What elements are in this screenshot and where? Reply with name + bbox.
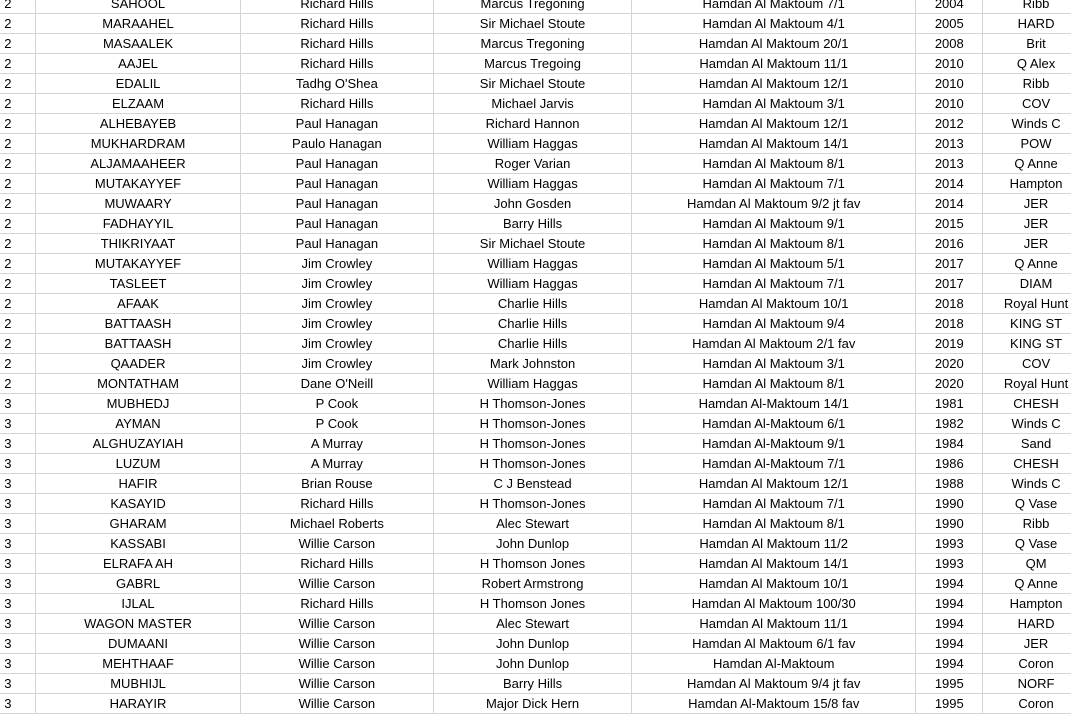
trainer-cell[interactable]: John Dunlop: [434, 654, 632, 674]
race-cell[interactable]: Q Anne: [983, 574, 1071, 594]
position-cell[interactable]: 2: [0, 354, 36, 374]
year-cell[interactable]: 2013: [916, 154, 983, 174]
position-cell[interactable]: 2: [0, 274, 36, 294]
race-cell[interactable]: QM: [983, 554, 1071, 574]
race-cell[interactable]: KING ST: [983, 314, 1071, 334]
year-cell[interactable]: 1990: [916, 494, 983, 514]
position-cell[interactable]: 2: [0, 254, 36, 274]
horse-cell[interactable]: AAJEL: [36, 54, 240, 74]
year-cell[interactable]: 2012: [916, 114, 983, 134]
trainer-cell[interactable]: H Thomson-Jones: [434, 494, 632, 514]
table-row: [0, 634, 1071, 654]
owner-odds-cell[interactable]: Hamdan Al Maktoum 9/4 jt fav: [631, 674, 916, 694]
year-cell[interactable]: 1994: [916, 654, 983, 674]
year-cell[interactable]: 2004: [916, 0, 983, 14]
owner-odds-cell[interactable]: Hamdan Al Maktoum 7/1: [631, 274, 916, 294]
trainer-cell[interactable]: William Haggas: [434, 254, 632, 274]
owner-odds-cell[interactable]: Hamdan Al Maktoum 10/1: [631, 294, 916, 314]
race-cell[interactable]: NORF: [983, 674, 1071, 694]
race-cell[interactable]: Royal Hunt: [983, 374, 1071, 394]
position-cell[interactable]: 2: [0, 34, 36, 54]
trainer-cell[interactable]: John Dunlop: [434, 634, 632, 654]
position-cell[interactable]: 3: [0, 454, 36, 474]
table-row: [0, 234, 1071, 254]
trainer-cell[interactable]: William Haggas: [434, 134, 632, 154]
owner-odds-cell[interactable]: Hamdan Al-Maktoum 15/8 fav: [631, 694, 916, 714]
table-row: [0, 54, 1071, 74]
year-cell[interactable]: 2015: [916, 214, 983, 234]
jockey-cell[interactable]: Willie Carson: [240, 674, 434, 694]
jockey-cell[interactable]: Paul Hanagan: [240, 214, 434, 234]
position-cell[interactable]: 2: [0, 234, 36, 254]
jockey-cell[interactable]: Richard Hills: [240, 14, 434, 34]
horse-cell[interactable]: MUWAARY: [36, 194, 240, 214]
jockey-cell[interactable]: Paul Hanagan: [240, 114, 434, 134]
race-cell[interactable]: Royal Hunt: [983, 294, 1071, 314]
jockey-cell[interactable]: Jim Crowley: [240, 334, 434, 354]
trainer-cell[interactable]: H Thomson-Jones: [434, 414, 632, 434]
horse-cell[interactable]: ELZAAM: [36, 94, 240, 114]
horse-cell[interactable]: MEHTHAAF: [36, 654, 240, 674]
position-cell[interactable]: 3: [0, 574, 36, 594]
position-cell[interactable]: 2: [0, 194, 36, 214]
trainer-cell[interactable]: Marcus Tregoning: [434, 34, 632, 54]
owner-odds-cell[interactable]: Hamdan Al-Maktoum 7/1: [631, 454, 916, 474]
race-cell[interactable]: Q Vase: [983, 534, 1071, 554]
horse-cell[interactable]: GABRL: [36, 574, 240, 594]
trainer-cell[interactable]: John Gosden: [434, 194, 632, 214]
owner-odds-cell[interactable]: Hamdan Al Maktoum 8/1: [631, 514, 916, 534]
position-cell[interactable]: 2: [0, 14, 36, 34]
jockey-cell[interactable]: Jim Crowley: [240, 294, 434, 314]
trainer-cell[interactable]: Michael Jarvis: [434, 94, 632, 114]
position-cell[interactable]: 2: [0, 314, 36, 334]
owner-odds-cell[interactable]: Hamdan Al Maktoum 7/1: [631, 0, 916, 14]
jockey-cell[interactable]: Richard Hills: [240, 94, 434, 114]
horse-cell[interactable]: MUBHIJL: [36, 674, 240, 694]
trainer-cell[interactable]: Roger Varian: [434, 154, 632, 174]
table-row: [0, 474, 1071, 494]
year-cell[interactable]: 1994: [916, 574, 983, 594]
owner-odds-cell[interactable]: Hamdan Al Maktoum 12/1: [631, 474, 916, 494]
table-row: [0, 154, 1071, 174]
table-row: [0, 574, 1071, 594]
year-cell[interactable]: 1993: [916, 534, 983, 554]
horse-cell[interactable]: ALGHUZAYIAH: [36, 434, 240, 454]
year-cell[interactable]: 2018: [916, 294, 983, 314]
race-cell[interactable]: JER: [983, 234, 1071, 254]
position-cell[interactable]: 2: [0, 334, 36, 354]
horse-cell[interactable]: WAGON MASTER: [36, 614, 240, 634]
horse-cell[interactable]: ALJAMAAHEER: [36, 154, 240, 174]
owner-odds-cell[interactable]: Hamdan Al-Maktoum: [631, 654, 916, 674]
jockey-cell[interactable]: Paulo Hanagan: [240, 134, 434, 154]
owner-odds-cell[interactable]: Hamdan Al Maktoum 11/1: [631, 54, 916, 74]
year-cell[interactable]: 1995: [916, 694, 983, 714]
year-cell[interactable]: 2010: [916, 94, 983, 114]
trainer-cell[interactable]: Sir Michael Stoute: [434, 234, 632, 254]
owner-odds-cell[interactable]: Hamdan Al Maktoum 12/1: [631, 74, 916, 94]
owner-odds-cell[interactable]: Hamdan Al-Maktoum 9/1: [631, 434, 916, 454]
table-row: [0, 34, 1071, 54]
year-cell[interactable]: 1995: [916, 674, 983, 694]
jockey-cell[interactable]: Tadhg O'Shea: [240, 74, 434, 94]
owner-odds-cell[interactable]: Hamdan Al Maktoum 7/1: [631, 174, 916, 194]
trainer-cell[interactable]: William Haggas: [434, 374, 632, 394]
race-cell[interactable]: COV: [983, 94, 1071, 114]
table-row: [0, 274, 1071, 294]
horse-cell[interactable]: SAHOOL: [36, 0, 240, 14]
position-cell[interactable]: 3: [0, 474, 36, 494]
race-cell[interactable]: JER: [983, 194, 1071, 214]
race-cell[interactable]: HARD: [983, 14, 1071, 34]
horse-cell[interactable]: HAFIR: [36, 474, 240, 494]
jockey-cell[interactable]: Paul Hanagan: [240, 194, 434, 214]
trainer-cell[interactable]: H Thomson Jones: [434, 554, 632, 574]
table-row: [0, 174, 1071, 194]
position-cell[interactable]: 3: [0, 414, 36, 434]
jockey-cell[interactable]: A Murray: [240, 434, 434, 454]
horse-cell[interactable]: QAADER: [36, 354, 240, 374]
race-cell[interactable]: JER: [983, 214, 1071, 234]
horse-cell[interactable]: AYMAN: [36, 414, 240, 434]
year-cell[interactable]: 2013: [916, 134, 983, 154]
table-row: [0, 94, 1071, 114]
position-cell[interactable]: 3: [0, 694, 36, 714]
year-cell[interactable]: 1986: [916, 454, 983, 474]
jockey-cell[interactable]: Richard Hills: [240, 54, 434, 74]
horse-cell[interactable]: HARAYIR: [36, 694, 240, 714]
horse-cell[interactable]: KASAYID: [36, 494, 240, 514]
owner-odds-cell[interactable]: Hamdan Al Maktoum 8/1: [631, 154, 916, 174]
owner-odds-cell[interactable]: Hamdan Al Maktoum 11/1: [631, 614, 916, 634]
jockey-cell[interactable]: P Cook: [240, 414, 434, 434]
trainer-cell[interactable]: Marcus Tregoning: [434, 0, 632, 14]
trainer-cell[interactable]: Barry Hills: [434, 674, 632, 694]
jockey-cell[interactable]: Paul Hanagan: [240, 174, 434, 194]
owner-odds-cell[interactable]: Hamdan Al Maktoum 14/1: [631, 554, 916, 574]
position-cell[interactable]: 2: [0, 174, 36, 194]
race-cell[interactable]: JER: [983, 634, 1071, 654]
position-cell[interactable]: 2: [0, 0, 36, 14]
table-row: [0, 674, 1071, 694]
table-row: [0, 194, 1071, 214]
position-cell[interactable]: 3: [0, 434, 36, 454]
year-cell[interactable]: 2010: [916, 54, 983, 74]
horse-cell[interactable]: TASLEET: [36, 274, 240, 294]
race-cell[interactable]: Q Anne: [983, 154, 1071, 174]
year-cell[interactable]: 2019: [916, 334, 983, 354]
trainer-cell[interactable]: Sir Michael Stoute: [434, 14, 632, 34]
position-cell[interactable]: 2: [0, 114, 36, 134]
race-cell[interactable]: CHESH: [983, 454, 1071, 474]
jockey-cell[interactable]: Michael Roberts: [240, 514, 434, 534]
table-row: [0, 374, 1071, 394]
owner-odds-cell[interactable]: Hamdan Al Maktoum 3/1: [631, 354, 916, 374]
table-row: [0, 694, 1071, 714]
position-cell[interactable]: 3: [0, 514, 36, 534]
position-cell[interactable]: 2: [0, 214, 36, 234]
trainer-cell[interactable]: H Thomson Jones: [434, 594, 632, 614]
table-row: [0, 614, 1071, 634]
horse-cell[interactable]: GHARAM: [36, 514, 240, 534]
trainer-cell[interactable]: Charlie Hills: [434, 334, 632, 354]
year-cell[interactable]: 1994: [916, 594, 983, 614]
table-row: [0, 14, 1071, 34]
owner-odds-cell[interactable]: Hamdan Al Maktoum 3/1: [631, 94, 916, 114]
race-cell[interactable]: Brit: [983, 34, 1071, 54]
table-row: [0, 114, 1071, 134]
horse-cell[interactable]: MUTAKAYYEF: [36, 174, 240, 194]
race-cell[interactable]: CHESH: [983, 394, 1071, 414]
horse-cell[interactable]: ALHEBAYEB: [36, 114, 240, 134]
table-row: [0, 294, 1071, 314]
horse-cell[interactable]: MARAAHEL: [36, 14, 240, 34]
race-cell[interactable]: Q Anne: [983, 254, 1071, 274]
horse-cell[interactable]: MUBHEDJ: [36, 394, 240, 414]
race-cell[interactable]: Winds C: [983, 474, 1071, 494]
table-row: [0, 654, 1071, 674]
jockey-cell[interactable]: Richard Hills: [240, 0, 434, 14]
race-cell[interactable]: DIAM: [983, 274, 1071, 294]
race-cell[interactable]: Ribb: [983, 74, 1071, 94]
trainer-cell[interactable]: Richard Hannon: [434, 114, 632, 134]
jockey-cell[interactable]: Jim Crowley: [240, 254, 434, 274]
owner-odds-cell[interactable]: Hamdan Al Maktoum 20/1: [631, 34, 916, 54]
trainer-cell[interactable]: C J Benstead: [434, 474, 632, 494]
jockey-cell[interactable]: A Murray: [240, 454, 434, 474]
table-row: [0, 214, 1071, 234]
year-cell[interactable]: 2017: [916, 274, 983, 294]
owner-odds-cell[interactable]: Hamdan Al Maktoum 5/1: [631, 254, 916, 274]
table-row: [0, 534, 1071, 554]
position-cell[interactable]: 3: [0, 654, 36, 674]
owner-odds-cell[interactable]: Hamdan Al Maktoum 14/1: [631, 134, 916, 154]
trainer-cell[interactable]: H Thomson-Jones: [434, 454, 632, 474]
owner-odds-cell[interactable]: Hamdan Al Maktoum 9/1: [631, 214, 916, 234]
owner-odds-cell[interactable]: Hamdan Al Maktoum 7/1: [631, 494, 916, 514]
position-cell[interactable]: 3: [0, 634, 36, 654]
position-cell[interactable]: 3: [0, 494, 36, 514]
table-row: [0, 254, 1071, 274]
position-cell[interactable]: 3: [0, 554, 36, 574]
race-cell[interactable]: KING ST: [983, 334, 1071, 354]
trainer-cell[interactable]: Major Dick Hern: [434, 694, 632, 714]
race-cell[interactable]: Sand: [983, 434, 1071, 454]
table-row: [0, 554, 1071, 574]
jockey-cell[interactable]: Jim Crowley: [240, 354, 434, 374]
owner-odds-cell[interactable]: Hamdan Al Maktoum 2/1 fav: [631, 334, 916, 354]
year-cell[interactable]: 2008: [916, 34, 983, 54]
position-cell[interactable]: 3: [0, 534, 36, 554]
owner-odds-cell[interactable]: Hamdan Al Maktoum 9/4: [631, 314, 916, 334]
trainer-cell[interactable]: Mark Johnston: [434, 354, 632, 374]
trainer-cell[interactable]: Alec Stewart: [434, 514, 632, 534]
year-cell[interactable]: 2005: [916, 14, 983, 34]
owner-odds-cell[interactable]: Hamdan Al-Maktoum 6/1: [631, 414, 916, 434]
jockey-cell[interactable]: Willie Carson: [240, 634, 434, 654]
position-cell[interactable]: 2: [0, 54, 36, 74]
owner-odds-cell[interactable]: Hamdan Al Maktoum 4/1: [631, 14, 916, 34]
year-cell[interactable]: 1994: [916, 614, 983, 634]
owner-odds-cell[interactable]: Hamdan Al Maktoum 6/1 fav: [631, 634, 916, 654]
horse-cell[interactable]: MUTAKAYYEF: [36, 254, 240, 274]
race-cell[interactable]: Ribb: [983, 514, 1071, 534]
horse-cell[interactable]: ELRAFA AH: [36, 554, 240, 574]
owner-odds-cell[interactable]: Hamdan Al Maktoum 8/1: [631, 374, 916, 394]
table-row: [0, 494, 1071, 514]
jockey-cell[interactable]: Richard Hills: [240, 554, 434, 574]
race-cell[interactable]: COV: [983, 354, 1071, 374]
jockey-cell[interactable]: P Cook: [240, 394, 434, 414]
horse-cell[interactable]: IJLAL: [36, 594, 240, 614]
race-cell[interactable]: Winds C: [983, 114, 1071, 134]
jockey-cell[interactable]: Paul Hanagan: [240, 234, 434, 254]
jockey-cell[interactable]: Willie Carson: [240, 654, 434, 674]
horse-cell[interactable]: FADHAYYIL: [36, 214, 240, 234]
owner-odds-cell[interactable]: Hamdan Al Maktoum 10/1: [631, 574, 916, 594]
table-row: [0, 594, 1071, 614]
position-cell[interactable]: 3: [0, 394, 36, 414]
trainer-cell[interactable]: H Thomson-Jones: [434, 394, 632, 414]
jockey-cell[interactable]: Willie Carson: [240, 614, 434, 634]
jockey-cell[interactable]: Richard Hills: [240, 494, 434, 514]
table-row: [0, 394, 1071, 414]
owner-odds-cell[interactable]: Hamdan Al Maktoum 12/1: [631, 114, 916, 134]
horse-cell[interactable]: EDALIL: [36, 74, 240, 94]
race-cell[interactable]: Hampton: [983, 594, 1071, 614]
position-cell[interactable]: 3: [0, 674, 36, 694]
table-row: [0, 334, 1071, 354]
owner-odds-cell[interactable]: Hamdan Al Maktoum 8/1: [631, 234, 916, 254]
year-cell[interactable]: 2018: [916, 314, 983, 334]
year-cell[interactable]: 1981: [916, 394, 983, 414]
trainer-cell[interactable]: Alec Stewart: [434, 614, 632, 634]
owner-odds-cell[interactable]: Hamdan Al Maktoum 100/30: [631, 594, 916, 614]
horse-cell[interactable]: BATTAASH: [36, 314, 240, 334]
owner-odds-cell[interactable]: Hamdan Al-Maktoum 14/1: [631, 394, 916, 414]
horse-cell[interactable]: THIKRIYAAT: [36, 234, 240, 254]
table-row: [0, 354, 1071, 374]
horse-cell[interactable]: MONTATHAM: [36, 374, 240, 394]
trainer-cell[interactable]: Robert Armstrong: [434, 574, 632, 594]
table-row: [0, 414, 1071, 434]
year-cell[interactable]: 1993: [916, 554, 983, 574]
horse-cell[interactable]: MASAALEK: [36, 34, 240, 54]
horse-cell[interactable]: AFAAK: [36, 294, 240, 314]
position-cell[interactable]: 2: [0, 134, 36, 154]
horse-cell[interactable]: LUZUM: [36, 454, 240, 474]
trainer-cell[interactable]: Sir Michael Stoute: [434, 74, 632, 94]
horse-cell[interactable]: DUMAANI: [36, 634, 240, 654]
jockey-cell[interactable]: Jim Crowley: [240, 274, 434, 294]
year-cell[interactable]: 2020: [916, 374, 983, 394]
position-cell[interactable]: 2: [0, 94, 36, 114]
trainer-cell[interactable]: John Dunlop: [434, 534, 632, 554]
table-row: [0, 514, 1071, 534]
position-cell[interactable]: 2: [0, 374, 36, 394]
year-cell[interactable]: 2014: [916, 194, 983, 214]
race-cell[interactable]: Q Vase: [983, 494, 1071, 514]
trainer-cell[interactable]: H Thomson-Jones: [434, 434, 632, 454]
trainer-cell[interactable]: William Haggas: [434, 174, 632, 194]
race-cell[interactable]: Winds C: [983, 414, 1071, 434]
table-row: [0, 74, 1071, 94]
year-cell[interactable]: 1990: [916, 514, 983, 534]
table-row: [0, 454, 1071, 474]
race-cell[interactable]: Coron: [983, 694, 1071, 714]
year-cell[interactable]: 2010: [916, 74, 983, 94]
race-cell[interactable]: Ribb: [983, 0, 1071, 14]
year-cell[interactable]: 2020: [916, 354, 983, 374]
owner-odds-cell[interactable]: Hamdan Al Maktoum 11/2: [631, 534, 916, 554]
position-cell[interactable]: 2: [0, 294, 36, 314]
jockey-cell[interactable]: Dane O'Neill: [240, 374, 434, 394]
table-row: [0, 434, 1071, 454]
position-cell[interactable]: 3: [0, 614, 36, 634]
jockey-cell[interactable]: Willie Carson: [240, 694, 434, 714]
table-row: [0, 0, 1071, 14]
horse-cell[interactable]: MUKHARDRAM: [36, 134, 240, 154]
year-cell[interactable]: 2016: [916, 234, 983, 254]
horse-cell[interactable]: KASSABI: [36, 534, 240, 554]
trainer-cell[interactable]: Barry Hills: [434, 214, 632, 234]
position-cell[interactable]: 2: [0, 154, 36, 174]
year-cell[interactable]: 1994: [916, 634, 983, 654]
owner-odds-cell[interactable]: Hamdan Al Maktoum 9/2 jt fav: [631, 194, 916, 214]
race-cell[interactable]: HARD: [983, 614, 1071, 634]
jockey-cell[interactable]: Jim Crowley: [240, 314, 434, 334]
table-row: [0, 134, 1071, 154]
race-cell[interactable]: Coron: [983, 654, 1071, 674]
jockey-cell[interactable]: Richard Hills: [240, 594, 434, 614]
year-cell[interactable]: 2014: [916, 174, 983, 194]
jockey-cell[interactable]: Richard Hills: [240, 34, 434, 54]
trainer-cell[interactable]: Charlie Hills: [434, 294, 632, 314]
position-cell[interactable]: 2: [0, 74, 36, 94]
race-cell[interactable]: Q Alex: [983, 54, 1071, 74]
year-cell[interactable]: 2017: [916, 254, 983, 274]
year-cell[interactable]: 1982: [916, 414, 983, 434]
jockey-cell[interactable]: Brian Rouse: [240, 474, 434, 494]
jockey-cell[interactable]: Willie Carson: [240, 534, 434, 554]
year-cell[interactable]: 1988: [916, 474, 983, 494]
horse-cell[interactable]: BATTAASH: [36, 334, 240, 354]
table-row: [0, 314, 1071, 334]
trainer-cell[interactable]: Charlie Hills: [434, 314, 632, 334]
race-cell[interactable]: POW: [983, 134, 1071, 154]
year-cell[interactable]: 1984: [916, 434, 983, 454]
trainer-cell[interactable]: Marcus Tregoing: [434, 54, 632, 74]
jockey-cell[interactable]: Paul Hanagan: [240, 154, 434, 174]
race-cell[interactable]: Hampton: [983, 174, 1071, 194]
position-cell[interactable]: 3: [0, 594, 36, 614]
trainer-cell[interactable]: William Haggas: [434, 274, 632, 294]
jockey-cell[interactable]: Willie Carson: [240, 574, 434, 594]
